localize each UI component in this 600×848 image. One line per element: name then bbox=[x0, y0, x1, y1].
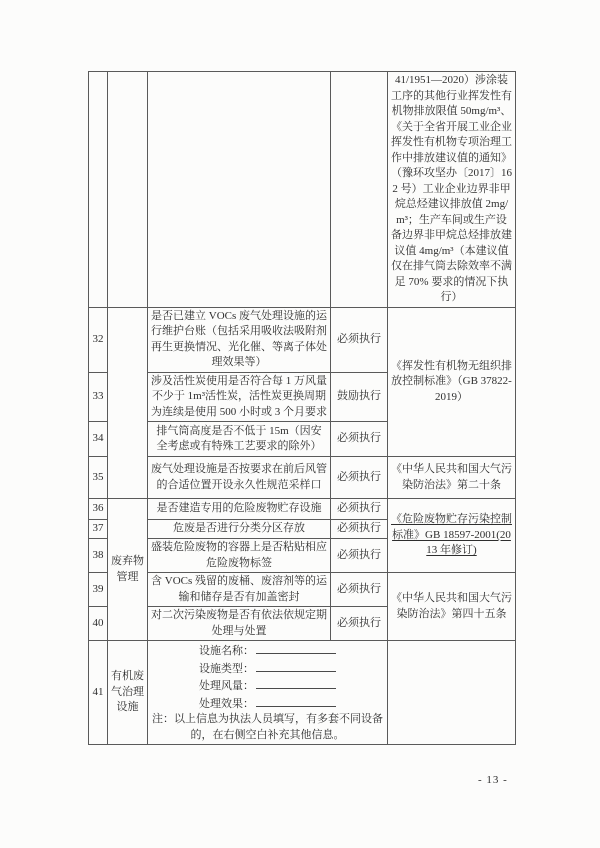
row-32-exec: 必须执行 bbox=[331, 307, 388, 372]
row-33-item: 涉及活性炭使用是否符合每 1 万风量不少于 1m³活性炭，活性炭更换周期为连续是使用 500 小时或 3 个月要求 bbox=[148, 372, 331, 422]
row-36-number: 36 bbox=[89, 499, 108, 520]
row-38-item: 盛装危险废物的容器上是否粘贴相应危险废物标签 bbox=[148, 539, 331, 573]
row-37-exec: 必须执行 bbox=[331, 520, 388, 539]
table-row bbox=[89, 641, 516, 745]
effect-label: 处理效果： bbox=[199, 697, 254, 710]
row-37-item: 危废是否进行分类分区存放 bbox=[148, 520, 331, 539]
facility-name-label: 设施名称： bbox=[199, 645, 254, 657]
cont-number-cell bbox=[89, 72, 108, 308]
row-38-number: 38 bbox=[89, 539, 108, 573]
cont-item-cell bbox=[148, 72, 331, 308]
ref-air-law-art45: 《中华人民共和国大气污染防治法》第四十五条 bbox=[388, 573, 516, 641]
ref-voc-standard: 《挥发性有机物无组织排放控制标准》（GB 37822-2019） bbox=[388, 307, 516, 457]
cont-category-cell bbox=[108, 72, 148, 308]
blank-underline bbox=[256, 642, 336, 654]
category-waste-management: 废弃物管理 bbox=[108, 499, 148, 641]
row-36-item: 是否建造专用的危险废物贮存设施 bbox=[148, 499, 331, 520]
table-row bbox=[89, 307, 516, 372]
row-38-exec: 必须执行 bbox=[331, 539, 388, 573]
table-row bbox=[89, 72, 516, 308]
facility-type-line bbox=[151, 660, 384, 678]
row-37-number: 37 bbox=[89, 520, 108, 539]
blank-underline bbox=[256, 660, 336, 672]
airflow-label: 处理风量： bbox=[199, 680, 254, 692]
row-40-number: 40 bbox=[89, 607, 108, 641]
row-36-exec: 必须执行 bbox=[331, 499, 388, 520]
row-34-exec: 必须执行 bbox=[331, 422, 388, 457]
row-34-item: 排气筒高度是否不低于 15m（因安全考虑或有特殊工艺要求的除外） bbox=[148, 422, 331, 457]
blank-underline bbox=[256, 695, 336, 707]
inspection-table bbox=[88, 71, 516, 745]
cont-exec-cell bbox=[331, 72, 388, 308]
ref-air-law-art20: 《中华人民共和国大气污染防治法》第二十条 bbox=[388, 457, 516, 499]
facility-type-label: 设施类型： bbox=[199, 662, 254, 675]
row-39-number: 39 bbox=[89, 573, 108, 607]
row-41-number: 41 bbox=[89, 641, 108, 745]
row-32-item: 是否已建立 VOCs 废气处理设施的运行维护台账（包括采用吸收法吸附剂再生更换情况、光化催、等离子体处理效果等） bbox=[148, 307, 331, 372]
row-34-number: 34 bbox=[89, 422, 108, 457]
row-40-item: 对二次污染废物是否有依法依规定期处理与处置 bbox=[148, 607, 331, 641]
facility-form-cell bbox=[148, 641, 388, 745]
table-row bbox=[89, 573, 516, 607]
facility-name-line bbox=[151, 642, 384, 660]
effect-line bbox=[151, 695, 384, 713]
ref-hw-storage-standard: 《危险废物贮存污染控制标准》GB 18597-2001(2013 年修订) bbox=[388, 499, 516, 573]
row-39-exec: 必须执行 bbox=[331, 573, 388, 607]
airflow-line bbox=[151, 677, 384, 695]
row-40-exec: 必须执行 bbox=[331, 607, 388, 641]
form-note: 注：以上信息为执法人员填写，有多套不同设备的，在右侧空白补充其他信息。 bbox=[152, 713, 383, 741]
page-number: - 13 - bbox=[478, 774, 508, 786]
row-39-item: 含 VOCs 残留的废桶、废溶剂等的运输和储存是否有加盖密封 bbox=[148, 573, 331, 607]
row-35-item: 废气处理设施是否按要求在前后风管的合适位置开设永久性规范采样口 bbox=[148, 457, 331, 499]
category-empty-cell bbox=[108, 307, 148, 499]
row-32-number: 32 bbox=[89, 307, 108, 372]
row-33-exec: 鼓励执行 bbox=[331, 372, 388, 422]
table-row bbox=[89, 457, 516, 499]
category-organic-facility: 有机废气治理设施 bbox=[108, 641, 148, 745]
row-35-exec: 必须执行 bbox=[331, 457, 388, 499]
blank-underline bbox=[256, 677, 336, 689]
row-41-ref-empty bbox=[388, 641, 516, 745]
table-row bbox=[89, 499, 516, 520]
row-35-number: 35 bbox=[89, 457, 108, 499]
ref-continuation-text: 41/1951—2020）涉涂装工序的其他行业挥发性有机物排放限值 50mg/m³、《关于全省开展工业企业挥发性有机物专项治理工作中排放建议值的通知》（豫环攻坚办〔2017〕162 号）工业企业边界非甲烷总烃建议排放值 2mg/m³；生产车间或生产设备边界非甲烷总烃排放建议值 4mg/m³（本建议值仅在排气筒去除效率不满足 70% 要求的情况下执行） bbox=[388, 72, 516, 308]
row-33-number: 33 bbox=[89, 372, 108, 422]
